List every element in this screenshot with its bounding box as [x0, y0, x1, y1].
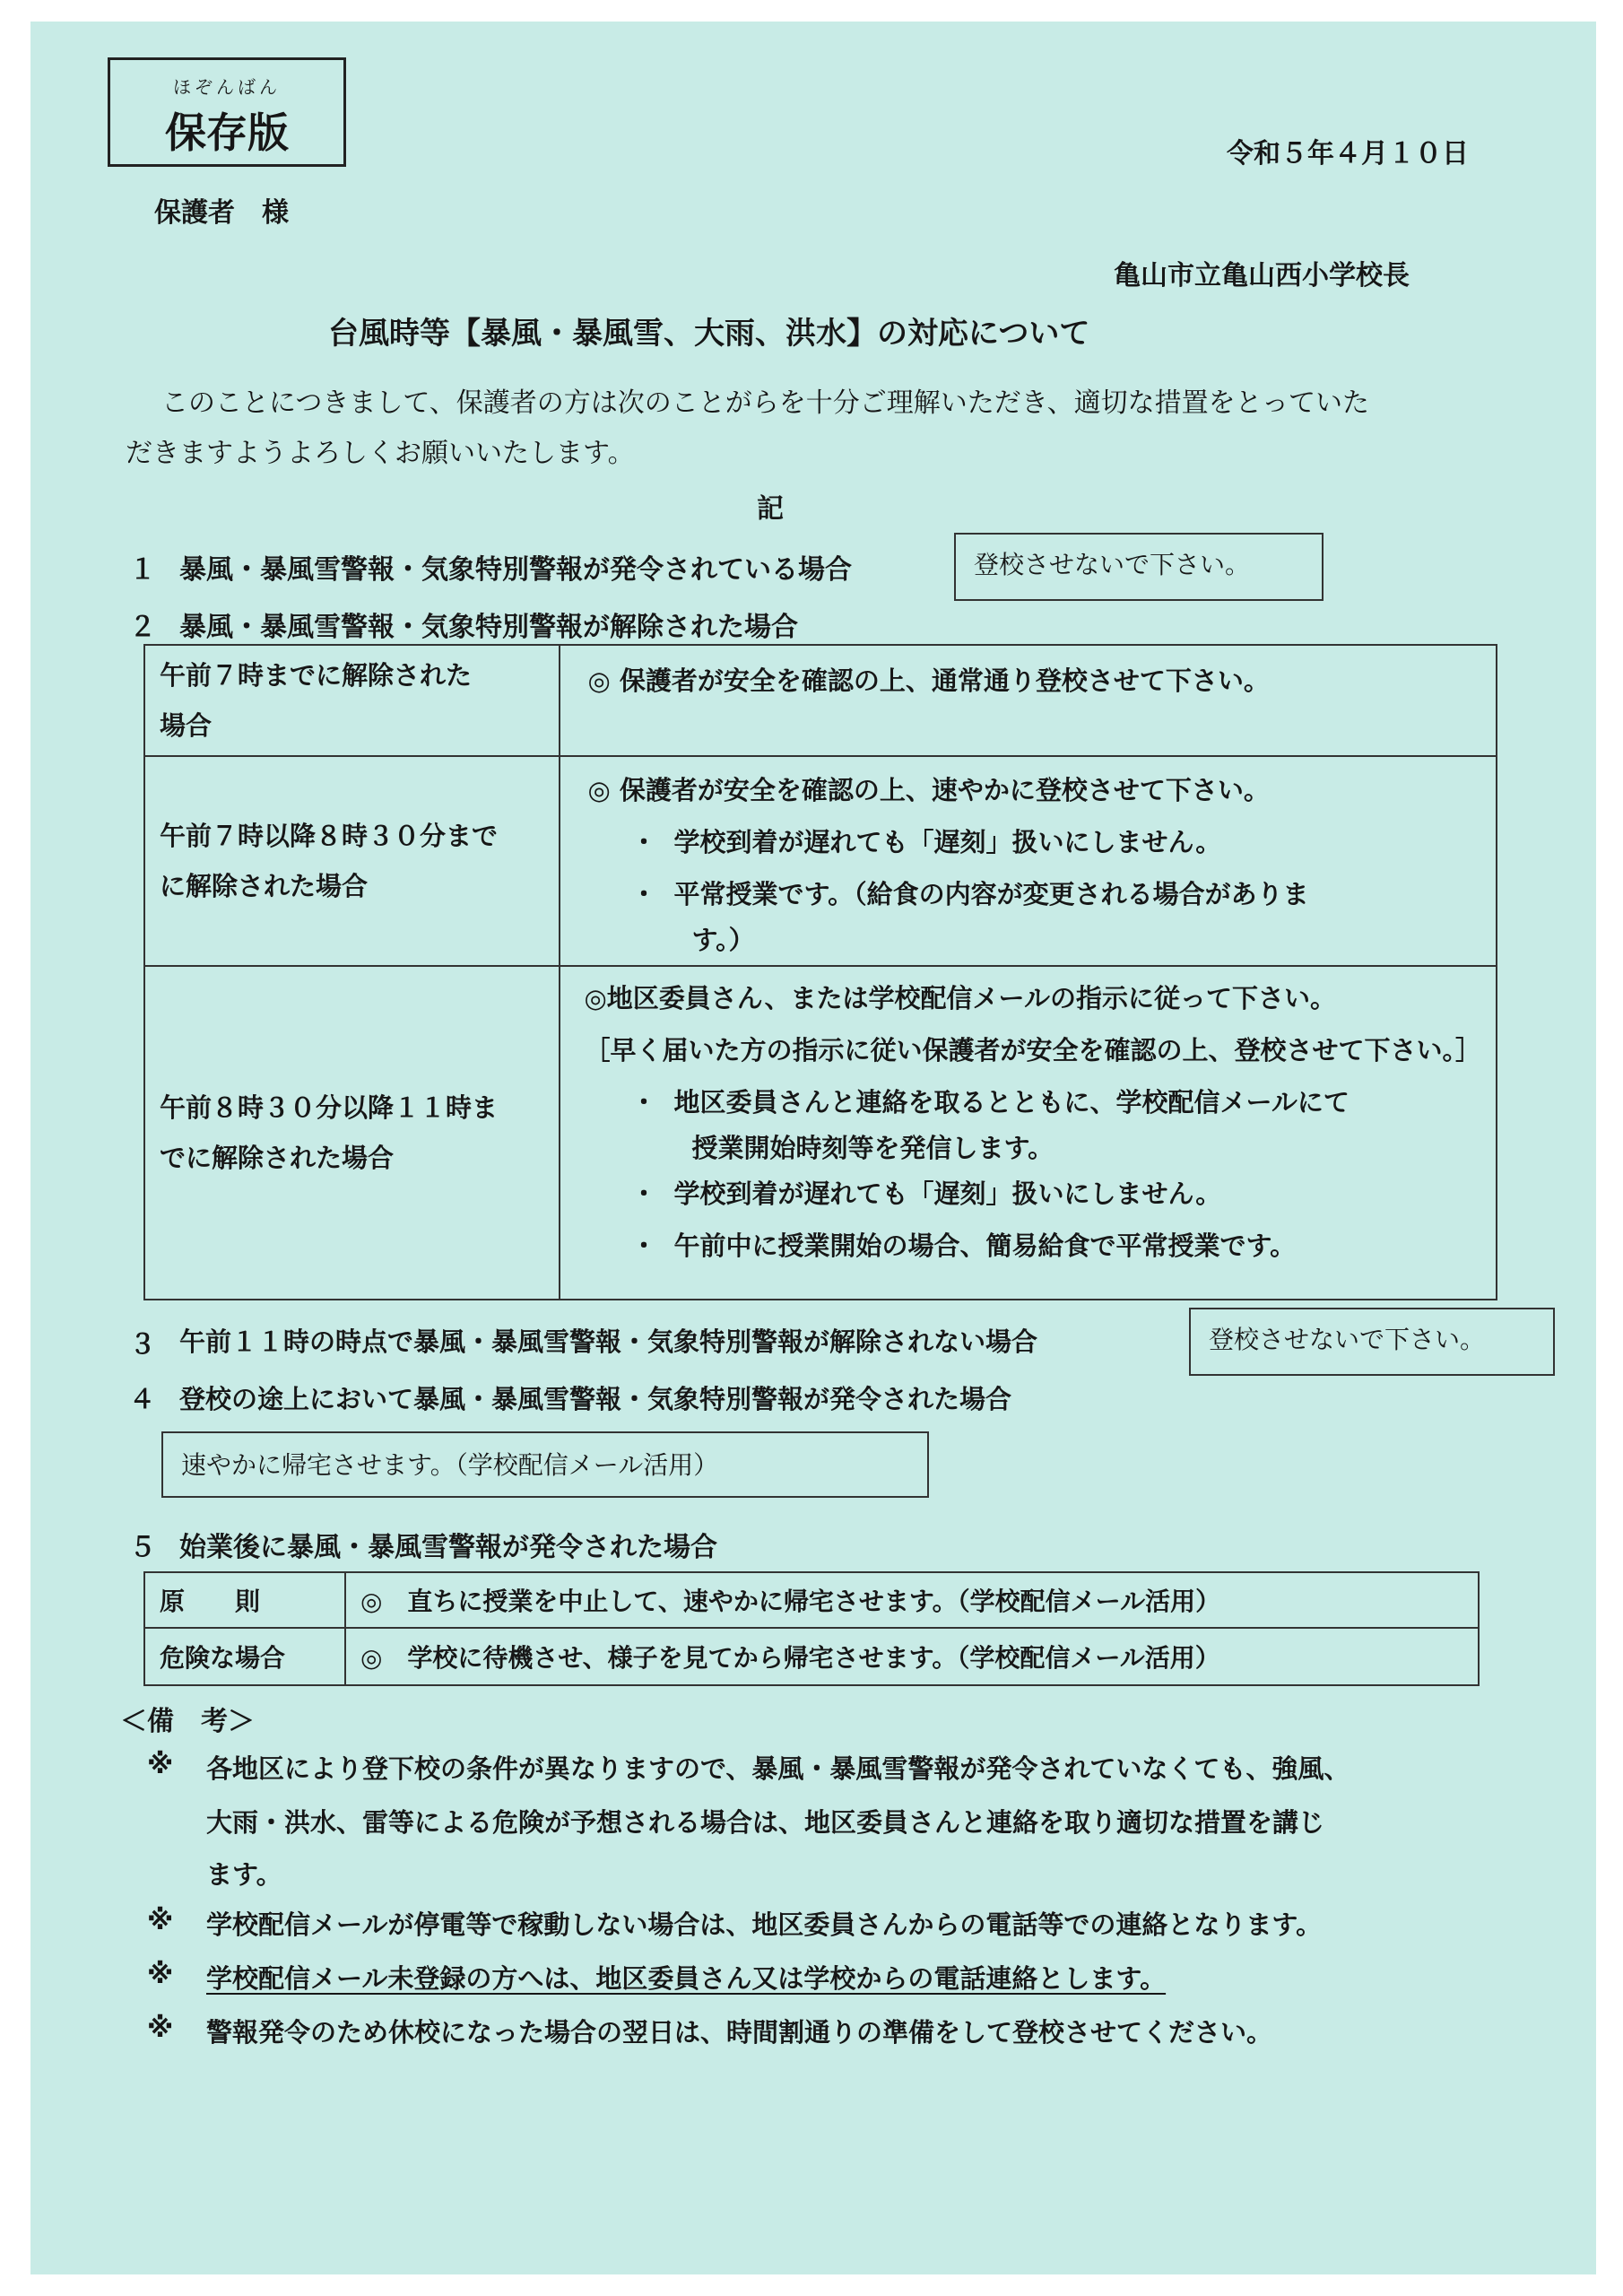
condition-text: 午前８時３０分以降１１時ま — [160, 1092, 499, 1123]
item4-action-box: 速やかに帰宅させます。（学校配信メール活用） — [161, 1431, 929, 1498]
item2-table — [143, 644, 1497, 1300]
action-cell — [560, 756, 1497, 966]
note-mark: ※ — [147, 1905, 174, 1936]
note-mark: ※ — [147, 1749, 174, 1780]
issue-date: 令和５年４月１０日 — [1227, 138, 1469, 170]
action-line: ◎ 保護者が安全を確認の上、速やかに登校させて下さい。 — [587, 775, 1270, 805]
sender: 亀山市立亀山西小学校長 — [1114, 260, 1410, 291]
intro-line-2: だきますようよろしくお願いいたします。 — [126, 438, 635, 469]
item4-text: 登校の途上において暴風・暴風雪警報・気象特別警報が発令された場合 — [179, 1384, 1012, 1414]
action-bullet: ・ 学校到着が遅れても「遅刻」扱いにしません。 — [575, 816, 1481, 868]
item5-table — [143, 1571, 1480, 1686]
action-line: 授業開始時刻等を発信します。 — [691, 1133, 1055, 1163]
item2-number: ２ — [129, 612, 156, 643]
action-bullet: ・ 学校到着が遅れても「遅刻」扱いにしません。 — [575, 1168, 1481, 1220]
condition-text: 午前７時以降８時３０分まで — [160, 821, 499, 851]
row-text: ◎ 直ちに授業を中止して、速やかに帰宅させます。（学校配信メール活用） — [345, 1572, 1479, 1628]
action-bullet: ・ 地区委員さんと連絡を取るとともに、学校配信メールにて — [575, 1076, 1481, 1128]
item2-text: 暴風・暴風雪警報・気象特別警報が解除された場合 — [179, 612, 798, 643]
action-cell — [560, 645, 1497, 756]
table-row — [144, 645, 1497, 756]
table-row — [144, 1628, 1479, 1685]
item3-number: ３ — [129, 1329, 156, 1361]
action-bullet: ・ 平常授業です。（給食の内容が変更される場合がありま — [575, 868, 1481, 920]
condition-text: 場合 — [160, 710, 213, 741]
stamp-label: 保存版 — [165, 109, 289, 157]
note-4: 警報発令のため休校になった場合の翌日は、時間割通りの準備をして登校させてください。 — [206, 2017, 1273, 2048]
item5-number: ５ — [129, 1532, 156, 1563]
note-3 — [206, 1959, 1166, 1996]
intro-line-1: このことにつきまして、保護者の方は次のことがらを十分ご理解いただき、適切な措置をとっていた — [161, 387, 1369, 419]
note-3-text: 学校配信メール未登録の方へは、地区委員さん又は学校からの電話連絡とします。 — [206, 1963, 1167, 1994]
table-row — [144, 966, 1497, 1300]
row-label: 危険な場合 — [144, 1628, 345, 1685]
preservation-stamp — [108, 57, 346, 167]
item3-text: 午前１１時の時点で暴風・暴風雪警報・気象特別警報が解除されない場合 — [179, 1326, 1038, 1357]
item1-text: 暴風・暴風雪警報・気象特別警報が発令されている場合 — [179, 554, 852, 586]
ki-heading: 記 — [757, 493, 784, 525]
note-mark: ※ — [147, 2013, 174, 2044]
document-title: 台風時等【暴風・暴風雪、大雨、洪水】の対応について — [328, 316, 1090, 352]
action-cell — [560, 966, 1497, 1300]
action-line: す。） — [691, 925, 755, 955]
item4-number: ４ — [129, 1384, 156, 1414]
condition-cell — [144, 966, 560, 1300]
remarks-heading: ＜備 考＞ — [120, 1706, 255, 1737]
item1-action-box: 登校させないで下さい。 — [954, 533, 1324, 601]
note-1-line-1: 各地区により登下校の条件が異なりますので、暴風・暴風雪警報が発令されていなくても、強風、 — [206, 1753, 1350, 1784]
row-label: 原 則 — [144, 1572, 345, 1628]
action-line: ◎ 保護者が安全を確認の上、通常通り登校させて下さい。 — [587, 665, 1270, 696]
note-2: 学校配信メールが停電等で稼動しない場合は、地区委員さんからの電話等での連絡となります。 — [206, 1909, 1323, 1940]
table-row — [144, 756, 1497, 966]
row-text: ◎ 学校に待機させ、様子を見てから帰宅させます。（学校配信メール活用） — [345, 1628, 1479, 1685]
condition-text: に解除された場合 — [160, 871, 369, 901]
action-bullet: ・ 午前中に授業開始の場合、簡易給食で平常授業です。 — [575, 1220, 1481, 1272]
note-1-line-3: ます。 — [206, 1859, 282, 1890]
condition-cell — [144, 645, 560, 756]
note-mark: ※ — [147, 1959, 174, 1990]
action-line: ［早く届いた方の指示に従い保護者が安全を確認の上、登校させて下さい。］ — [584, 1035, 1481, 1065]
item1-number: １ — [129, 554, 156, 586]
condition-cell — [144, 756, 560, 966]
condition-text: でに解除された場合 — [160, 1143, 395, 1173]
item5-text: 始業後に暴風・暴風雪警報が発令された場合 — [179, 1532, 717, 1563]
note-1-line-2: 大雨・洪水、雷等による危険が予想される場合は、地区委員さんと連絡を取り適切な措置を講じ — [206, 1807, 1325, 1838]
addressee: 保護者 様 — [154, 197, 289, 229]
item3-action-box: 登校させないで下さい。 — [1189, 1308, 1555, 1376]
stamp-ruby: ほぞんばん — [173, 76, 281, 98]
table-row — [144, 1572, 1479, 1628]
action-line: ◎地区委員さん、または学校配信メールの指示に従って下さい。 — [584, 983, 1336, 1013]
condition-text: 午前７時までに解除された — [160, 660, 473, 691]
